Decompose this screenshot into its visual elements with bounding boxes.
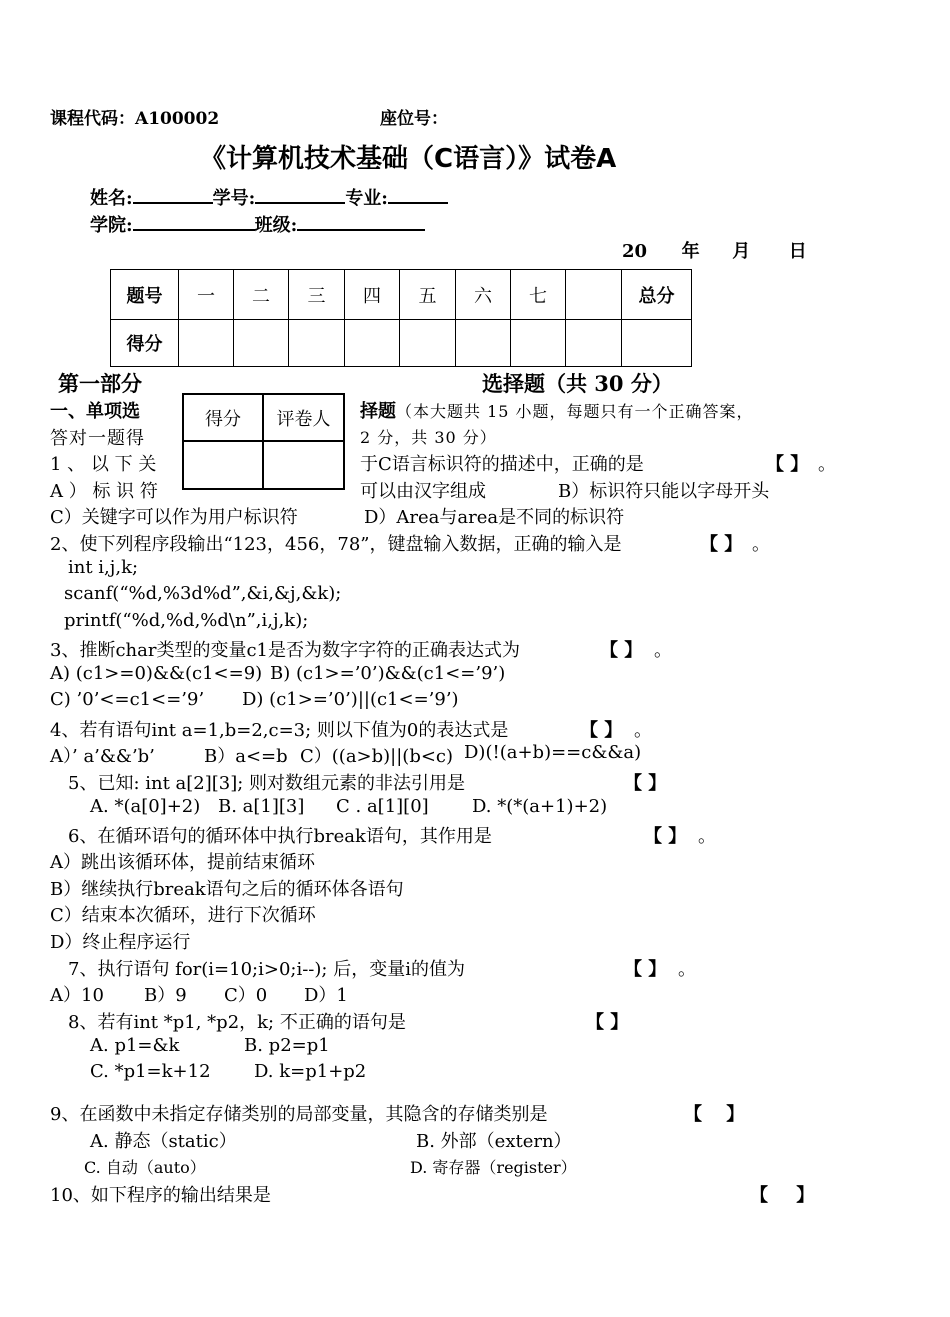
- q6-option: A）跳出该循环体，提前结束循环: [50, 852, 315, 873]
- q5-option-a: A. *(a[0]+2): [90, 796, 201, 817]
- name-field[interactable]: [133, 186, 213, 204]
- grader-name-cell[interactable]: [263, 441, 344, 489]
- q1-left: 1 、 以 下 关: [50, 454, 157, 475]
- q5-option-d: D. *(*(a+1)+2): [472, 796, 608, 817]
- student-id-label: 学号:: [212, 188, 256, 209]
- q7-option-d: D）1: [304, 985, 348, 1006]
- college-label: 学院:: [90, 215, 133, 236]
- q7-option-a: A）10: [50, 985, 104, 1006]
- section1-note: [360, 397, 754, 423]
- score-header-cell: 二: [234, 270, 289, 320]
- q2-answer-bracket[interactable]: 【 】: [700, 534, 743, 555]
- q7-answer-bracket[interactable]: 【 】: [624, 959, 667, 980]
- q3-text: 3、推断char类型的变量c1是否为数字字符的正确表达式为: [50, 640, 520, 661]
- name-label: 姓名:: [90, 188, 133, 209]
- q2-end: 。: [752, 534, 770, 555]
- q1-option-d: D）Area与area是不同的标识符: [364, 507, 625, 528]
- date-ri: 日: [788, 241, 807, 262]
- student-id-field[interactable]: [255, 186, 345, 204]
- q4-option-a: A）’ a’&&’b’: [50, 746, 155, 767]
- q5-option-c: C . a[1][0]: [336, 796, 429, 817]
- grader-name-header: 评卷人: [263, 394, 344, 441]
- date-line: [622, 237, 807, 263]
- class-field[interactable]: [297, 213, 425, 231]
- q1-option-a-right: 可以由汉字组成: [360, 481, 486, 502]
- score-header-cell: 七: [511, 270, 566, 320]
- score-header-cell: 六: [456, 270, 511, 320]
- q1-option-b: B）标识符只能以字母开头: [558, 481, 770, 502]
- class-label: 班级:: [254, 215, 298, 236]
- q2-code-line: scanf(“%d,%3d%d”,&i,&j,&k);: [64, 583, 342, 604]
- q7-option-c: C）0: [224, 985, 268, 1006]
- score-cell[interactable]: [345, 320, 400, 367]
- score-table: [110, 269, 692, 367]
- q7-option-b: B）9: [144, 985, 187, 1006]
- section1-note2-right: 2 分，共 30 分）: [360, 428, 497, 447]
- score-header-cell: [566, 270, 622, 320]
- q8-option-b: B. p2=p1: [244, 1035, 330, 1056]
- q5-option-b: B. a[1][3]: [218, 796, 305, 817]
- q4-option-d: D)(!(a+b)==c&&a): [464, 742, 642, 763]
- q3-option-c: C) ’0’<=c1<=’9’: [50, 689, 205, 710]
- section1-note2-left: 答对一题得: [50, 428, 145, 449]
- q1-option-a-left: A ） 标 识 符: [50, 481, 158, 502]
- q6-option: C）结束本次循环，进行下次循环: [50, 905, 316, 926]
- course-code: 课程代码：A100002: [50, 109, 220, 129]
- student-info-line1: [90, 184, 448, 210]
- section1-heading: 一、单项选: [50, 401, 140, 422]
- major-label: 专业:: [345, 188, 388, 209]
- score-header-cell: 三: [289, 270, 345, 320]
- q3-option-a: A) (c1>=0)&&(c1<=9): [50, 663, 263, 684]
- q4-text: 4、若有语句int a=1,b=2,c=3; 则以下值为0的表达式是: [50, 720, 509, 741]
- q6-answer-bracket[interactable]: 【 】: [644, 826, 687, 847]
- q1-option-c: C）关键字可以作为用户标识符: [50, 507, 298, 528]
- date-nian: 年: [681, 241, 700, 262]
- score-table-score-row: [111, 320, 692, 367]
- q9-option-c: C. 自动（auto）: [84, 1158, 206, 1177]
- score-header-cell: 四: [345, 270, 400, 320]
- score-cell[interactable]: [289, 320, 345, 367]
- q8-text: 8、若有int *p1, *p2，k; 不正确的语句是: [68, 1012, 406, 1033]
- q8-option-a: A. p1=&k: [90, 1035, 180, 1056]
- q1-text: 于C语言标识符的描述中，正确的是: [360, 454, 644, 475]
- q8-option-d: D. k=p1+p2: [254, 1061, 367, 1082]
- score-cell[interactable]: [456, 320, 511, 367]
- q7-end: 。: [678, 959, 696, 980]
- q2-code-line: int i,j,k;: [68, 557, 139, 578]
- q6-option: D）终止程序运行: [50, 932, 191, 953]
- grader-score-header: 得分: [183, 394, 263, 441]
- q2-text: 2、使下列程序段输出“123，456，78”，键盘输入数据，正确的输入是: [50, 534, 622, 555]
- q5-answer-bracket[interactable]: 【 】: [624, 773, 667, 794]
- q10-answer-bracket[interactable]: 【 】: [750, 1185, 815, 1206]
- q9-text: 9、在函数中未指定存储类别的局部变量，其隐含的存储类别是: [50, 1104, 548, 1125]
- student-info-line2: [90, 211, 425, 237]
- seat-number: 座位号：: [380, 109, 448, 129]
- score-cell[interactable]: [400, 320, 456, 367]
- q1-end: 。: [818, 454, 836, 475]
- q3-option-b: B) (c1>=’0’)&&(c1<=’9’): [270, 663, 506, 684]
- score-cell[interactable]: [566, 320, 622, 367]
- q3-end: 。: [654, 640, 672, 661]
- q7-text: 7、执行语句 for(i=10;i>0;i--); 后，变量i的值为: [68, 959, 465, 980]
- score-cell[interactable]: [622, 320, 692, 367]
- score-header-cell: 五: [400, 270, 456, 320]
- q1-answer-bracket[interactable]: 【 】: [766, 454, 809, 475]
- q9-option-b: B. 外部（extern）: [416, 1131, 572, 1152]
- q3-answer-bracket[interactable]: 【 】: [600, 640, 643, 661]
- q9-option-a: A. 静态（static）: [90, 1131, 237, 1152]
- section1-heading-rest: 择题: [360, 401, 396, 422]
- q5-text: 5、已知: int a[2][3]; 则对数组元素的非法引用是: [68, 773, 466, 794]
- q9-option-d: D. 寄存器（register）: [410, 1158, 577, 1177]
- exam-title: 《计算机技术基础（C语言）》试卷A: [200, 144, 617, 174]
- q3-option-d: D) (c1>=’0’)||(c1<=’9’): [242, 689, 459, 710]
- q2-code-line: printf(“%d,%d,%d\n”,i,j,k);: [64, 610, 309, 631]
- q4-option-b: B）a<=b: [204, 746, 288, 767]
- q4-option-c: C）((a>b)||(b<c): [300, 746, 454, 767]
- q4-end: 。: [634, 720, 652, 741]
- score-cell[interactable]: [234, 320, 289, 367]
- q6-text: 6、在循环语句的循环体中执行break语句，其作用是: [68, 826, 492, 847]
- score-header-cell: 一: [179, 270, 234, 320]
- q8-answer-bracket[interactable]: 【 】: [586, 1012, 629, 1033]
- score-header-cell: 题号: [111, 270, 179, 320]
- q6-option: B）继续执行break语句之后的循环体各语句: [50, 879, 404, 900]
- grader-table: [182, 393, 345, 490]
- grader-score-cell[interactable]: [183, 441, 263, 489]
- date-year: 20: [622, 241, 648, 262]
- section1-note-text: （本大题共 15 小题，每题只有一个正确答案，: [396, 402, 754, 421]
- major-field[interactable]: [388, 186, 448, 204]
- college-field[interactable]: [133, 213, 255, 231]
- part1-title: 选择题（共 30 分）: [482, 371, 673, 396]
- date-yue: 月: [732, 241, 751, 262]
- score-header-cell: 总分: [622, 270, 692, 320]
- q6-end: 。: [698, 826, 716, 847]
- q4-answer-bracket[interactable]: 【 】: [580, 720, 623, 741]
- q10-text: 10、如下程序的输出结果是: [50, 1185, 271, 1206]
- part1-label: 第一部分: [58, 371, 142, 396]
- score-row-label: 得分: [111, 320, 179, 367]
- score-cell[interactable]: [179, 320, 234, 367]
- q8-option-c: C. *p1=k+12: [90, 1061, 211, 1082]
- score-cell[interactable]: [511, 320, 566, 367]
- score-table-header-row: [111, 270, 692, 320]
- q9-answer-bracket[interactable]: 【 】: [684, 1104, 745, 1125]
